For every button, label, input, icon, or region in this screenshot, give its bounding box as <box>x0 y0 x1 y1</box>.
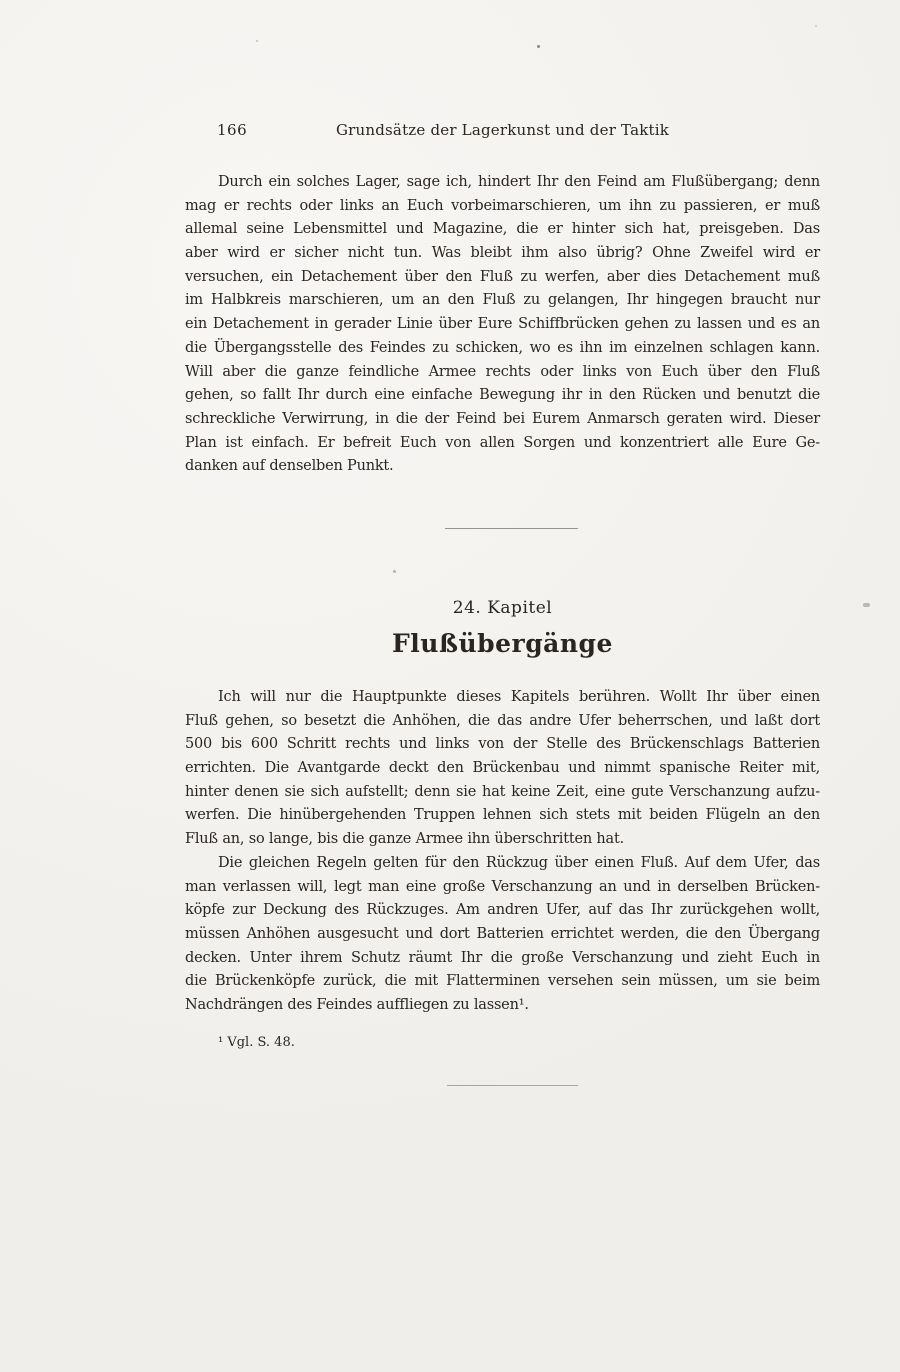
text-line: gehen, so fallt Ihr durch eine einfache Bewegung ihr in den Rücken und benutzt die <box>185 387 820 404</box>
body-paragraph-1 <box>185 171 820 479</box>
text-line: Fluß gehen, so besetzt die Anhöhen, die das andre Ufer beherrschen, und laßt dort <box>185 712 820 729</box>
text-line: Ich will nur die Hauptpunkte dieses Kapitels berühren. Wollt Ihr über einen <box>218 689 820 705</box>
chapter-title: Flußübergänge <box>392 629 613 658</box>
body-paragraph-2 <box>185 686 820 852</box>
text-line: danken auf denselben Punkt. <box>185 458 394 475</box>
text-line: werfen. Die hinübergehenden Truppen lehnen sich stets mit beiden Flügeln an den <box>185 807 820 824</box>
chapter-number: 24. Kapitel <box>452 598 553 618</box>
page-number: 166 <box>217 121 248 139</box>
text-line: die Brückenköpfe zurück, die mit Flatterminen versehen sein müssen, um sie beim <box>185 973 820 990</box>
text-line: Fluß an, so lange, bis die ganze Armee ihn überschritten hat. <box>185 831 625 848</box>
text-line: ein Detachement in gerader Linie über Eure Schiffbrücken gehen zu lassen und es an <box>185 316 820 333</box>
text-line: köpfe zur Deckung des Rückzuges. Am andren Ufer, auf das Ihr zurückgehen wollt, <box>185 902 820 919</box>
footnote: ¹ Vgl. S. 48. <box>218 1035 295 1050</box>
text-line: 500 bis 600 Schritt rechts und links von der Stelle des Brückenschlags Batterien <box>185 736 820 753</box>
text-line: müssen Anhöhen ausgesucht und dort Batterien errichtet werden, die den Übergang <box>185 925 820 942</box>
text-line: hinter denen sie sich aufstellt; denn sie hat keine Zeit, eine gute Verschanzung aufzu- <box>185 783 820 800</box>
text-line: allemal seine Lebensmittel und Magazine, die er hinter sich hat, preisgeben. Das <box>185 221 820 238</box>
body-paragraph-3 <box>185 852 820 1018</box>
scan-speck <box>815 25 817 27</box>
text-line: man verlassen will, legt man eine große Verschanzung an und in derselben Brücken- <box>185 878 820 895</box>
running-title: Grundsätze der Lagerkunst und der Taktik <box>335 121 670 139</box>
section-divider <box>445 528 578 529</box>
text-line: Will aber die ganze feindliche Armee rechts oder links von Euch über den Fluß <box>185 363 820 380</box>
scan-speck <box>256 40 258 42</box>
text-line: mag er rechts oder links an Euch vorbeimarschieren, um ihn zu passieren, er muß <box>185 197 820 214</box>
body-section-2 <box>185 686 820 1018</box>
text-line: Die gleichen Regeln gelten für den Rückzug über einen Fluß. Auf dem Ufer, das <box>218 854 820 871</box>
text-line: versuchen, ein Detachement über den Fluß zu werfen, aber dies Detachement muß <box>185 268 820 285</box>
text-line: Plan ist einfach. Er befreit Euch von allen Sorgen und konzentriert alle Eure Ge- <box>185 434 820 451</box>
text-line: Nachdrängen des Feindes auffliegen zu lassen¹. <box>185 996 529 1013</box>
scan-speck <box>537 45 540 48</box>
text-line: schreckliche Verwirrung, in die der Feind bei Eurem Anmarsch geraten wird. Dieser <box>185 410 820 427</box>
scan-speck <box>863 603 870 607</box>
scan-speck <box>393 570 396 573</box>
text-line: aber wird er sicher nicht tun. Was bleibt ihm also übrig? Ohne Zweifel wird er <box>185 245 820 262</box>
page-header <box>185 121 820 143</box>
text-line: die Übergangsstelle des Feindes zu schicken, wo es ihn im einzelnen schlagen kann. <box>185 339 820 356</box>
text-line: errichten. Die Avantgarde deckt den Brückenbau und nimmt spanische Reiter mit, <box>185 760 820 777</box>
bottom-divider <box>447 1085 578 1086</box>
text-line: im Halbkreis marschieren, um an den Fluß zu gelangen, Ihr hingegen braucht nur <box>185 292 820 309</box>
text-line: Durch ein solches Lager, sage ich, hindert Ihr den Feind am Flußübergang; denn <box>218 174 820 190</box>
text-line: decken. Unter ihrem Schutz räumt Ihr die große Verschanzung und zieht Euch in <box>185 949 820 966</box>
